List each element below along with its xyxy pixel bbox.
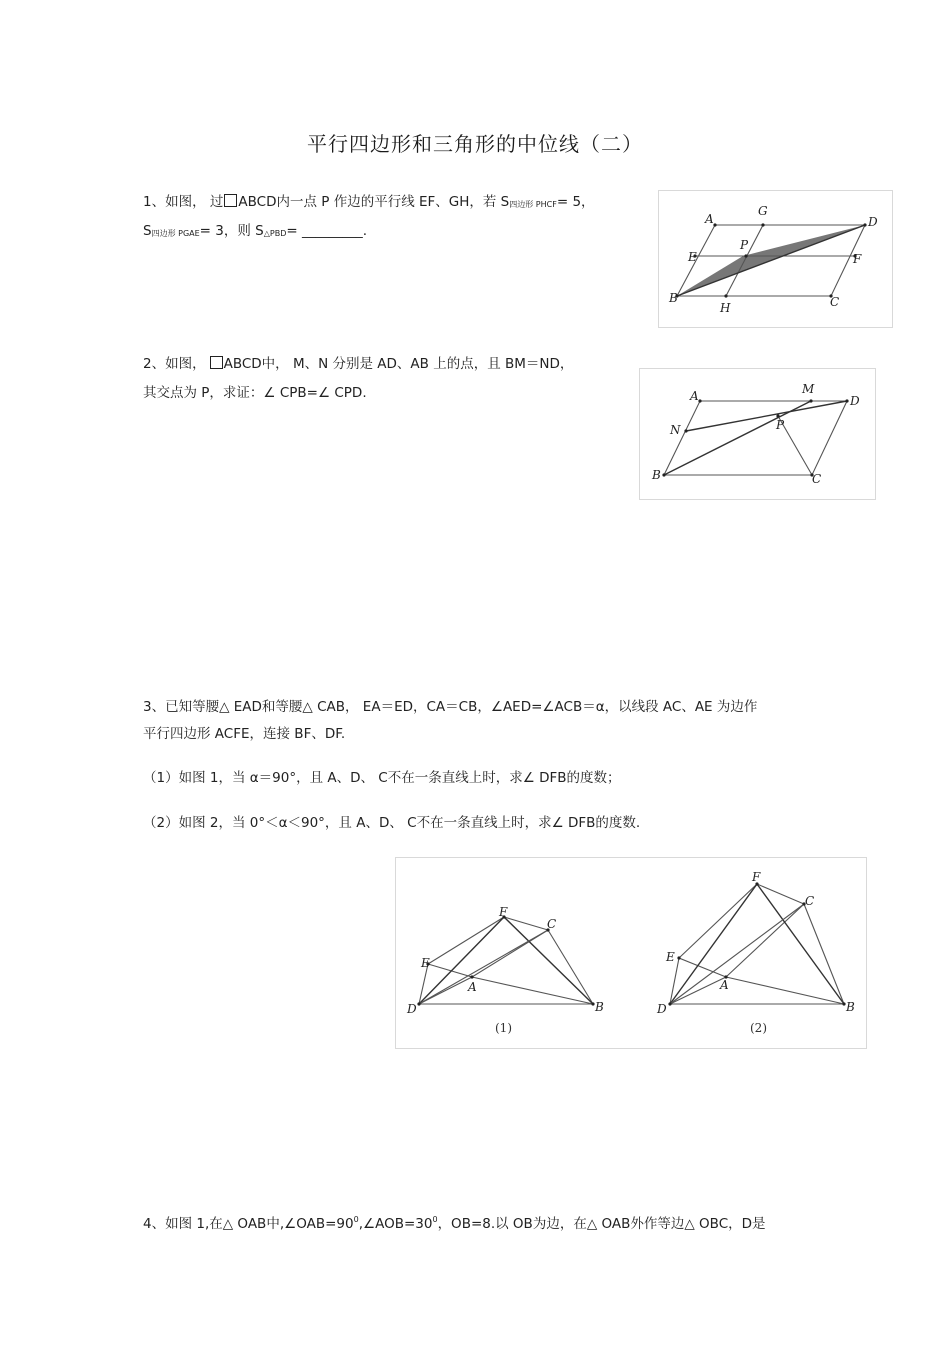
caption-fig-2: (2)	[750, 1021, 767, 1035]
point-d-1	[417, 1002, 420, 1005]
point-a	[698, 399, 701, 402]
label-d: D	[850, 394, 860, 408]
q2-line-2: 其交点为 P，求证：∠ CPB=∠ CPD.	[143, 385, 367, 401]
q4-superscript: 0	[432, 1215, 438, 1224]
label-c: C	[830, 295, 840, 309]
q3-figure-1	[406, 905, 604, 1035]
q4-text: 4、如图 1,在△ OAB中,∠OAB=90	[143, 1216, 354, 1232]
q3-figure-2	[656, 870, 855, 1035]
point-g	[761, 223, 764, 226]
segment-ab-1	[472, 977, 593, 1004]
q3-figures	[395, 857, 867, 1049]
q1-subscript: 四边形 PHCF	[509, 200, 557, 209]
label-d-1: D	[407, 1002, 417, 1016]
label-a: A	[705, 212, 714, 226]
point-d-2	[668, 1002, 671, 1005]
q4-text: ，OB=8.以 OB为边，在△ OAB外作等边△ OBC，D是	[437, 1216, 766, 1232]
segment-da-2	[670, 977, 726, 1004]
point-a-1	[470, 975, 473, 978]
label-h: H	[720, 301, 731, 315]
label-c-2: C	[805, 894, 815, 908]
q1-line-2	[143, 219, 367, 239]
q3-part-1: （1）如图 1，当 α＝90°，且 A、D、 C不在一条直线上时，求∠ DFB的度数；	[143, 770, 621, 786]
caption-fig-1: (1)	[495, 1021, 512, 1035]
label-c: C	[812, 472, 822, 486]
label-p: P	[740, 238, 749, 252]
q3-line-2: 平行四边形 ACFE，连接 BF、DF.	[143, 726, 346, 742]
point-d	[845, 399, 848, 402]
label-e: E	[688, 250, 697, 264]
q1-text: = 3，则 S	[199, 223, 264, 239]
point-a	[713, 223, 716, 226]
q2-figure	[639, 368, 876, 500]
parallelogram-abcd	[664, 401, 847, 475]
parallelogram-acfe-2	[679, 884, 804, 977]
q3-line-1: 3、已知等腰△ EAD和等腰△ CAB， EA＝ED，CA＝CB，∠AED=∠ACB＝α，以线段 AC、AE 为边作	[143, 699, 758, 715]
point-d	[863, 223, 866, 226]
q3-part-2: （2）如图 2，当 0°＜α＜90°，且 A、D、 C不在一条直线上时，求∠ DFB的度数.	[143, 815, 641, 831]
segment-df-1	[419, 917, 504, 1004]
q1-line-1	[143, 190, 595, 210]
diagonal-bd	[677, 225, 865, 296]
segment-dc-2	[670, 904, 804, 1004]
label-e-1: E	[421, 956, 430, 970]
q1-text: 1、如图， 过	[143, 194, 224, 210]
label-n: N	[670, 423, 681, 437]
q1-text: ABCD内一点 P 作边的平行线 EF、GH，若 S	[238, 194, 510, 210]
q2-line-1	[143, 352, 573, 372]
label-b-2: B	[846, 1000, 855, 1014]
label-f: F	[853, 252, 862, 266]
segment-de-1	[419, 964, 428, 1004]
label-m: M	[802, 382, 815, 396]
q1-figure	[658, 190, 893, 328]
point-e-2	[677, 956, 680, 959]
label-b-1: B	[595, 1000, 604, 1014]
q4-line-1	[143, 1212, 766, 1232]
point-m	[809, 399, 812, 402]
point-b	[662, 473, 665, 476]
label-b: B	[652, 468, 661, 482]
label-f-1: F	[499, 905, 508, 919]
label-b: B	[669, 291, 678, 305]
parallelogram-acfe-1	[428, 917, 548, 977]
label-a: A	[690, 389, 699, 403]
label-d: D	[868, 215, 878, 229]
point-n	[684, 429, 687, 432]
parallelogram-icon	[224, 194, 237, 207]
segment-nd	[686, 401, 847, 431]
q1-text: S	[143, 223, 152, 239]
q1-text: = 5，	[556, 194, 595, 210]
point-p	[744, 254, 747, 257]
q1-answer-blank: = _________.	[286, 223, 368, 239]
q2-text: 2、如图，	[143, 356, 206, 372]
page-title: 平行四边形和三角形的中位线（二）	[307, 132, 643, 156]
point-h	[724, 294, 727, 297]
parallelogram-icon	[210, 356, 223, 369]
segment-ab-2	[726, 977, 844, 1004]
label-e-2: E	[666, 950, 675, 964]
label-f-2: F	[752, 870, 761, 884]
label-a-2: A	[720, 978, 729, 992]
q2-text: ABCD中， M、N 分别是 AD、AB 上的点，且 BM＝ND，	[223, 356, 574, 372]
q1-subscript: △PBD	[263, 229, 287, 238]
label-p: P	[776, 418, 785, 432]
segment-df-2	[670, 884, 757, 1004]
q4-superscript: 0	[353, 1215, 359, 1224]
q4-text: ,∠AOB=30	[358, 1216, 433, 1232]
label-a-1: A	[468, 980, 477, 994]
label-d-2: D	[657, 1002, 667, 1016]
label-g: G	[758, 204, 768, 218]
q1-subscript: 四边形 PGAE	[151, 229, 200, 238]
label-c-1: C	[547, 917, 557, 931]
segment-cb-2	[804, 904, 844, 1004]
